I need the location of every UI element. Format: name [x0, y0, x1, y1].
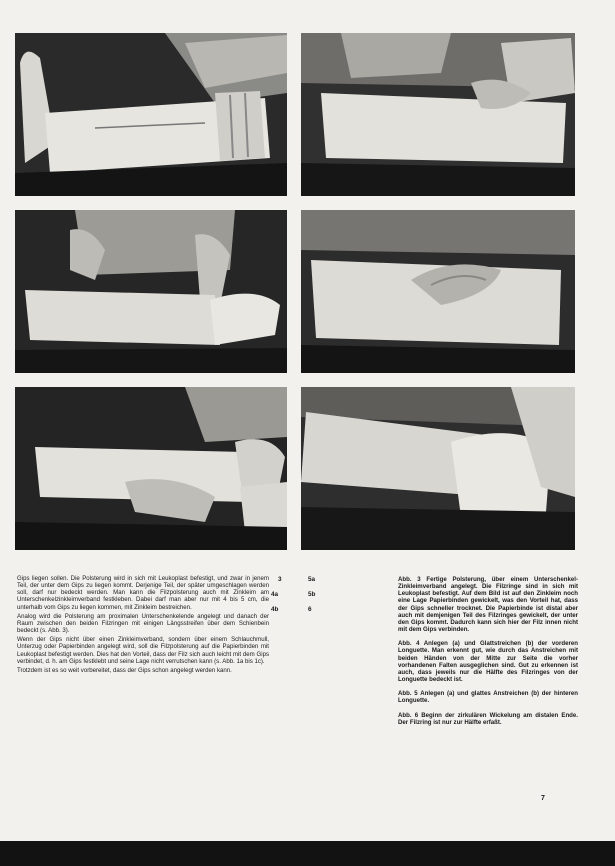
photo-circular-wrapping [301, 387, 575, 550]
caption-abb-4: Abb. 4 Anlegen (a) und Glattstreichen (b) der vorderen Longuette. Man erkennt gut, wie durch das Anstreichen mit beiden Händen von der Mitte zur Seite die vorher vorhandenen Falten ausgeglichen sind. Gut zu erkennen ist auch, dass jeweils nur die Hälfte des Filzringes von der Longuette bedeckt ist. [398, 640, 578, 684]
figure-key-3: 3 [278, 576, 282, 583]
figure-key-5b: 5b [308, 591, 316, 598]
figure-key-4b: 4b [271, 606, 279, 613]
body-paragraph-3: Wenn der Gips nicht über einen Zinkleimverband, sondern über einem Schlauchmull, Unterzug oder Papierbinden angelegt wird, soll die Filzpolsterung auf die Papierbinden mit Leukoplast befestigt werden. Dies hat den Vorteil, dass der Filz sich auch leicht mit dem Gips verbindet, d. h. am Gips festklebt und seine Lage nicht verrutschen kann (s. Abb. 1a bis 1c). [17, 636, 269, 665]
body-paragraph-1: Gips liegen sollen. Die Polsterung wird in sich mit Leukoplast befestigt, und zwar in jenem Teil, der unter dem Gips zu liegen kommt. Derjenige Teil, der später umgeschlagen werden soll, darf nur bedeckt werden. Man kann die Filzpolsterung auch mit Zinkleim am Unterschenkelzinkleimverband festkleben. Dabei darf man aber nur mit 4 bis 5 cm, die unterhalb vom Gips zu liegen kommen, mit Zinkleim bestreichen. [17, 575, 269, 611]
page-number: 7 [541, 795, 545, 802]
photo-padded-lower-leg [15, 33, 287, 196]
caption-abb-5: Abb. 5 Anlegen (a) und glattes Anstreichen (b) der hinteren Longuette. [398, 690, 578, 705]
body-text-column [17, 575, 269, 676]
captions-column [398, 576, 578, 733]
caption-abb-6: Abb. 6 Beginn der zirkulären Wickelung am distalen Ende. Der Filzring ist nur zur Hälfte erfaßt. [398, 711, 578, 726]
photo-applying-front-splint [15, 210, 287, 373]
footer-bar [0, 841, 615, 866]
body-paragraph-4: Trotzdem ist es so weit vorbereitet, dass der Gips schon angelegt werden kann. [17, 666, 232, 674]
caption-abb-3: Abb. 3 Fertige Polsterung, über einem Unterschenkel-Zinkleimverband angelegt. Die Filzringe sind in sich mit Leukoplast befestigt. Auf dem Bild ist auf den Zinkleim noch eine Lage Papierbinden gewickelt, was den Vorteil hat, dass der Gips schneller trocknet. Die Papierbinde ist distal aber auch mit demjenigen Teil des Filzringes gewickelt, der unter den Gips kommt. Dadurch kann sich hier der Filz innen nicht mit dem Gips verbinden. [398, 576, 578, 634]
photo-finished-padding [301, 33, 575, 196]
body-paragraph-2: Analog wird die Polsterung am proximalen Unterschenkelende angelegt und danach der Raum zwischen den beiden Filzringen mit einigen Längsstreifen über dem Schienbein bedeckt (s. Abb. 3). [17, 612, 269, 635]
figure-key [268, 576, 328, 616]
figure-key-6: 6 [308, 606, 312, 613]
figure-key-4a: 4a [271, 591, 279, 598]
photo-applying-rear-splint [15, 387, 287, 550]
figure-key-5a: 5a [308, 576, 316, 583]
photo-smoothing-front-splint [301, 210, 575, 373]
